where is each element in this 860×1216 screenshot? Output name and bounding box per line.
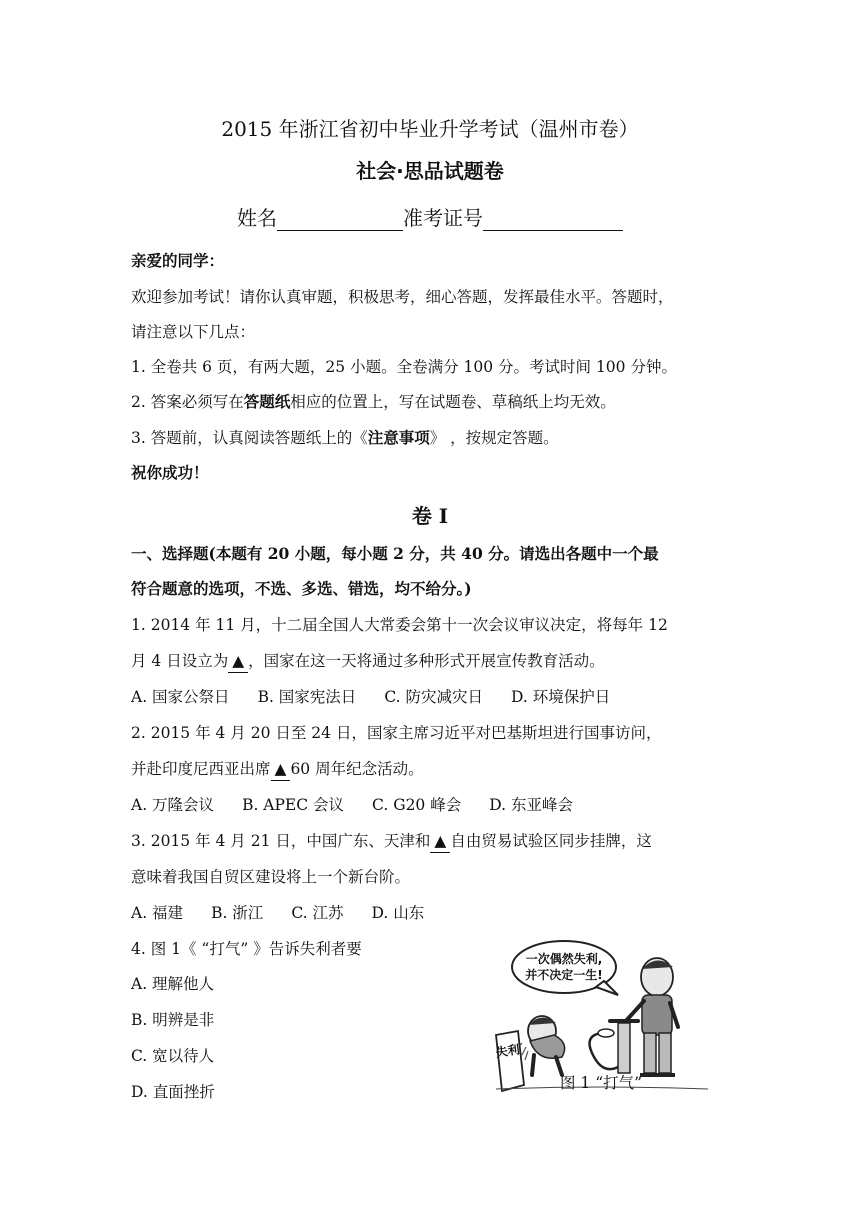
- greeting: 亲爱的同学：: [131, 251, 225, 270]
- candidate-info: [0, 205, 860, 231]
- q1-option-b: B. 国家宪法日: [257, 688, 357, 706]
- note-3-text-a: 3. 答题前，认真阅读答题纸上的《: [131, 429, 368, 447]
- q4-stem: 4. 图 1《 “打气” 》告诉失利者要: [131, 940, 362, 958]
- section-heading-2: 符合题意的选项，不选、多选、错选，均不给分。): [131, 579, 472, 598]
- q1-option-c: C. 防灾减灾日: [384, 688, 483, 706]
- air-pump: [590, 1021, 638, 1073]
- name-label: 姓名: [237, 206, 277, 230]
- q2-option-d: D. 东亚峰会: [489, 796, 573, 814]
- q2-option-c: C. G20 峰会: [372, 796, 462, 814]
- q2-option-b: B. APEC 会议: [242, 796, 345, 814]
- q1-blank-marker: ▲: [228, 650, 248, 673]
- q3-text-b: 自由贸易试验区同步挂牌，这: [450, 832, 652, 850]
- q3-blank-marker: ▲: [430, 830, 450, 853]
- q2-options: [131, 794, 740, 816]
- q3-option-c: C. 江苏: [291, 904, 344, 922]
- figure-caption: 图 1 “打气”: [560, 1074, 643, 1092]
- q3-option-d: D. 山东: [371, 904, 425, 922]
- note-2: [131, 391, 740, 413]
- note-3-emphasis: 注意事项: [367, 428, 430, 447]
- name-blank: [277, 212, 403, 231]
- q2-line-2: [131, 758, 740, 781]
- q1-options: [131, 686, 740, 708]
- id-blank: [483, 212, 623, 231]
- q3-option-a: A. 福建: [131, 904, 184, 922]
- q4-option-c: C. 宽以待人: [131, 1047, 215, 1065]
- q4-option-d: D. 直面挫折: [131, 1083, 215, 1101]
- q2-text-a: 并赴印度尼西亚出席: [131, 760, 271, 778]
- q4-option-b: B. 明辨是非: [131, 1011, 215, 1029]
- note-3: [131, 427, 740, 449]
- q3-line-2: 意味着我国自贸区建设将上一个新台阶。: [131, 868, 411, 886]
- q2-blank-marker: ▲: [271, 758, 291, 781]
- note-2-text-c: 相应的位置上，写在试题卷、草稿纸上均无效。: [290, 393, 616, 411]
- cartoon-illustration: [492, 935, 712, 1095]
- q1-line-2: [131, 650, 740, 673]
- section-heading-1: 一、选择题(本题有 20 小题，每小题 2 分，共 40 分。请选出各题中一个最: [131, 544, 659, 563]
- exam-title: 2015 年浙江省初中毕业升学考试（温州市卷）: [221, 117, 639, 141]
- q2-option-a: A. 万隆会议: [131, 796, 215, 814]
- q3-text-a: 3. 2015 年 4 月 21 日，中国广东、天津和: [131, 832, 431, 850]
- note-3-text-c: 》 ，按规定答题。: [429, 429, 559, 447]
- section-title: 卷 Ⅰ: [411, 504, 449, 528]
- closing: 祝你成功！: [131, 463, 209, 482]
- failure-sign: [495, 1031, 524, 1091]
- bubble-line-1: 一次偶然失利,: [525, 952, 603, 966]
- q1-text-b: ，国家在这一天将通过多种形式开展宣传教育活动。: [248, 652, 605, 670]
- exam-subtitle: 社会·思品试题卷: [356, 159, 504, 183]
- q1-text-a: 月 4 日设立为: [131, 652, 229, 670]
- sign-text: 失利: [494, 1042, 521, 1060]
- welcome-line-2: 请注意以下几点：: [131, 323, 256, 341]
- q1-option-d: D. 环境保护日: [510, 688, 611, 706]
- standing-man: [624, 958, 678, 1075]
- q2-text-b: 60 周年纪念活动。: [290, 760, 424, 778]
- note-2-text-a: 2. 答案必须写在: [131, 393, 244, 411]
- note-2-emphasis: 答题纸: [243, 392, 291, 411]
- crouching-person: [517, 1016, 565, 1075]
- note-1: 1. 全卷共 6 页，有两大题，25 小题。全卷满分 100 分。考试时间 100 分钟。: [131, 358, 677, 376]
- id-label: 准考证号: [403, 206, 483, 230]
- welcome-line-1: 欢迎参加考试！请你认真审题，积极思考，细心答题，发挥最佳水平。答题时，: [131, 288, 674, 306]
- q3-options: [131, 902, 740, 924]
- q1-option-a: A. 国家公祭日: [131, 688, 230, 706]
- bubble-line-2: 并不决定一生!: [525, 968, 603, 982]
- q3-line-1: [131, 830, 740, 853]
- figure-cartoon: [492, 935, 712, 1095]
- q2-line-1: 2. 2015 年 4 月 20 日至 24 日，国家主席习近平对巴基斯坦进行国事访问，: [131, 724, 662, 742]
- q3-option-b: B. 浙江: [211, 904, 264, 922]
- q1-line-1: 1. 2014 年 11 月，十二届全国人大常委会第十一次会议审议决定，将每年 12: [131, 616, 668, 634]
- q4-option-a: A. 理解他人: [131, 975, 215, 993]
